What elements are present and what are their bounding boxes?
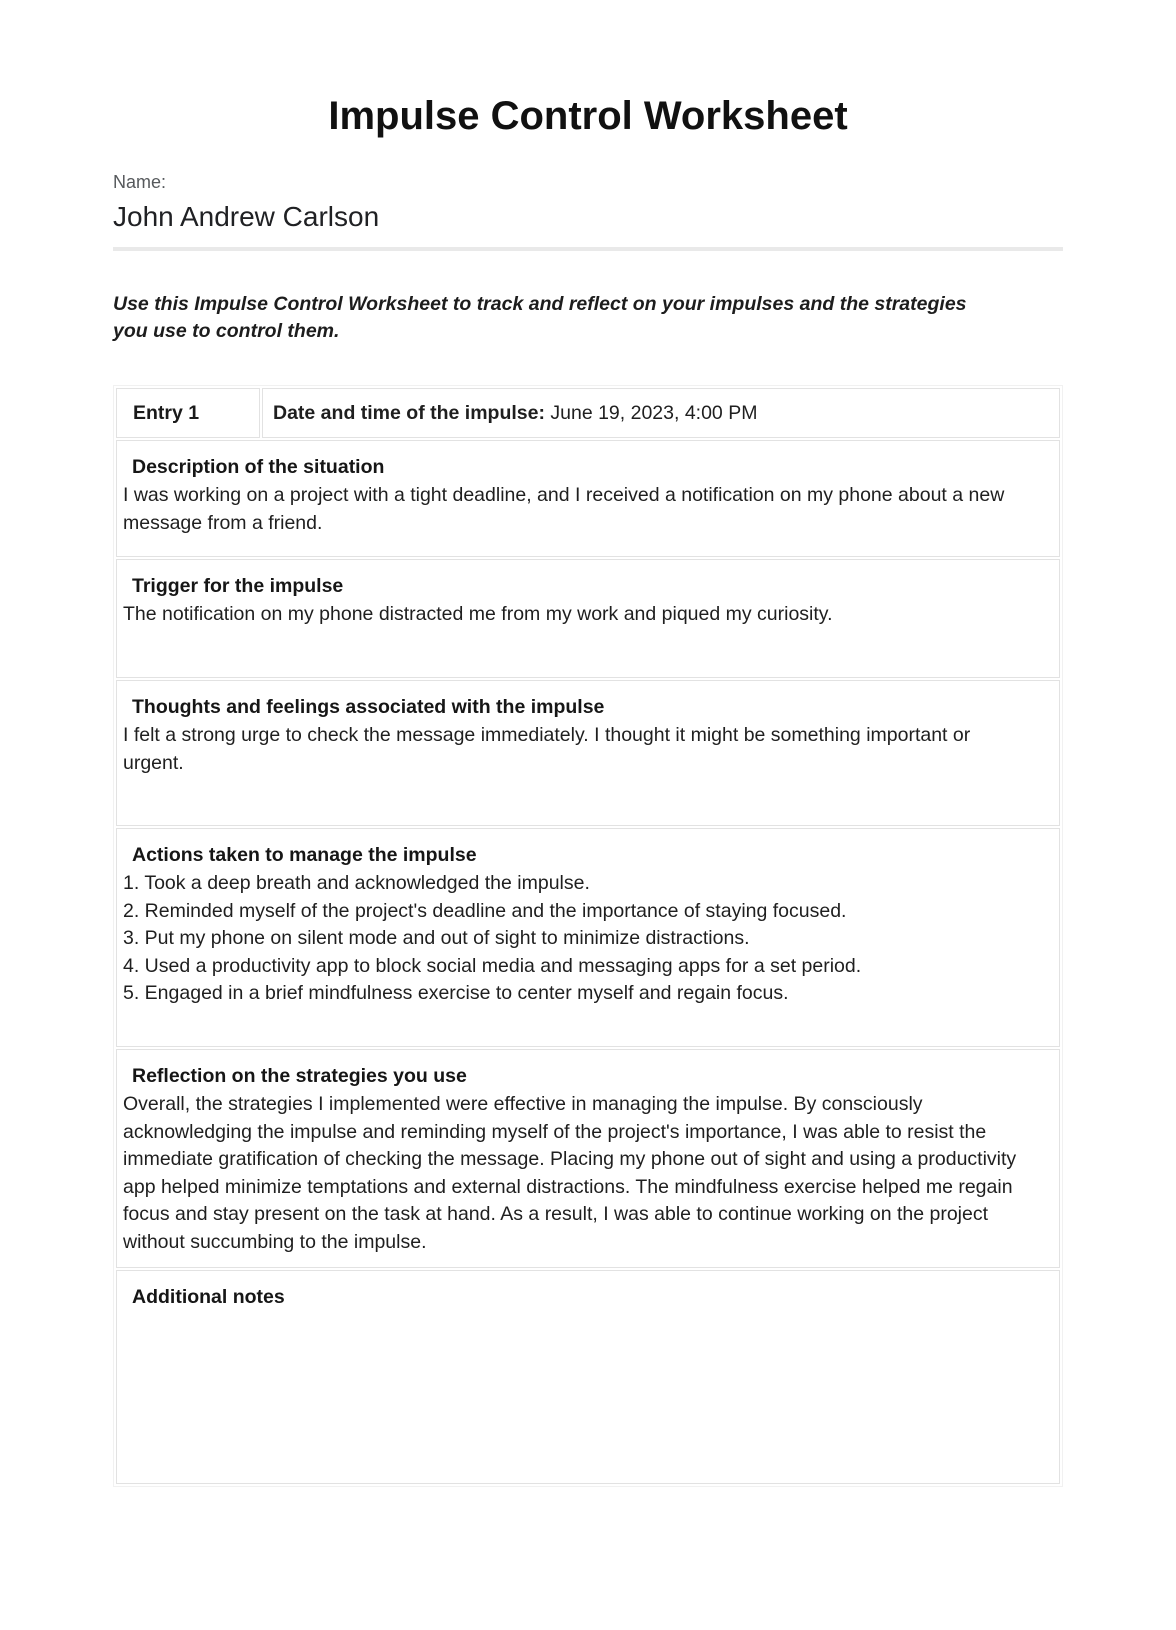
trigger-heading: Trigger for the impulse <box>132 575 344 597</box>
thoughts-body: I felt a strong urge to check the message immediately. I thought it might be something important or urgent. <box>123 724 971 774</box>
additional-notes-cell <box>116 1270 1060 1484</box>
trigger-body: The notification on my phone distracted me from my work and piqued my curiosity. <box>123 603 833 625</box>
trigger-cell <box>116 559 1060 678</box>
thoughts-cell <box>116 680 1060 826</box>
date-label: Date and time of the impulse: <box>273 401 545 424</box>
section-row-actions <box>116 828 1060 1047</box>
additional-notes-heading: Additional notes <box>132 1286 285 1308</box>
date-value: June 19, 2023, 4:00 PM <box>550 401 758 424</box>
section-row-additional-notes <box>116 1270 1060 1484</box>
entry-header-row <box>116 388 1060 438</box>
section-row-description <box>116 440 1060 557</box>
intro-text: Use this Impulse Control Worksheet to track and reflect on your impulses and the strategies you use to control them. <box>113 293 967 342</box>
name-underline-divider <box>113 247 1063 251</box>
entry-label-cell: Entry 1 <box>116 388 260 438</box>
description-cell <box>116 440 1060 557</box>
actions-heading: Actions taken to manage the impulse <box>132 844 477 866</box>
actions-item: 2. Reminded myself of the project's deadline and the importance of staying focused. <box>123 899 847 922</box>
name-field <box>113 170 1063 251</box>
reflection-heading: Reflection on the strategies you use <box>132 1065 467 1087</box>
actions-item: 1. Took a deep breath and acknowledged the impulse. <box>123 872 590 894</box>
page-title: Impulse Control Worksheet <box>328 94 848 138</box>
section-row-trigger <box>116 559 1060 678</box>
actions-item: 3. Put my phone on silent mode and out of sight to minimize distractions. <box>123 927 750 949</box>
actions-item: 4. Used a productivity app to block social media and messaging apps for a set period. <box>123 954 862 977</box>
actions-item: 5. Engaged in a brief mindfulness exercise to center myself and regain focus. <box>123 982 789 1004</box>
name-label: Name: <box>113 172 167 192</box>
thoughts-heading: Thoughts and feelings associated with the impulse <box>132 696 605 718</box>
actions-cell <box>116 828 1060 1047</box>
section-row-reflection <box>116 1049 1060 1268</box>
section-row-thoughts <box>116 680 1060 826</box>
worksheet-table <box>113 385 1063 1487</box>
description-body: I was working on a project with a tight deadline, and I received a notification on my phone about a new message from a friend. <box>123 484 1005 534</box>
reflection-cell <box>116 1049 1060 1268</box>
name-value: John Andrew Carlson <box>113 201 380 232</box>
description-heading: Description of the situation <box>132 456 385 478</box>
date-cell <box>262 388 1060 438</box>
reflection-body: Overall, the strategies I implemented were effective in managing the impulse. By consciously acknowledging the impulse and reminding myself of the project's importance, I was able to resist the immediate gratification of checking the message. Placing my phone out of sight and using a productivity app helped minimize temptations and external distractions. The mindfulness exercise helped me regain focus and stay present on the task at hand. As a result, I was able to continue working on the project without succumbing to the impulse. <box>123 1093 1017 1253</box>
